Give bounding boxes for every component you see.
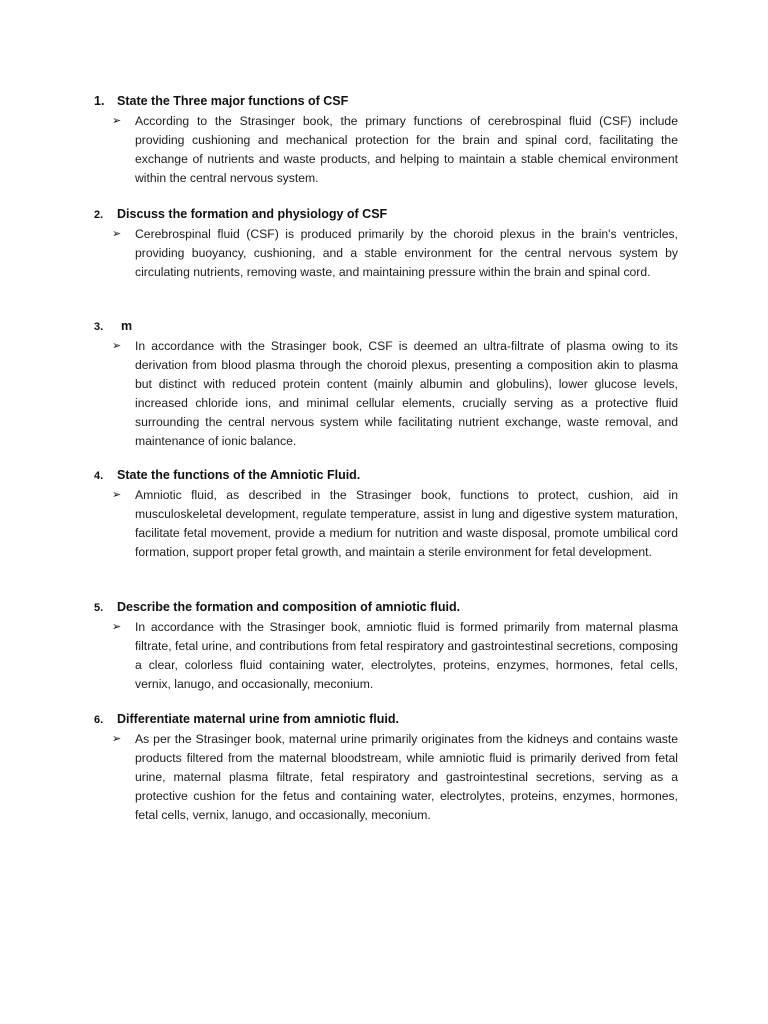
arrow-bullet-icon: ➢: [112, 621, 122, 633]
question-title: Discuss the formation and physiology of CSF: [117, 207, 388, 221]
question-3: [94, 318, 678, 451]
answer-paragraph: [94, 112, 678, 188]
question-title: m: [121, 319, 133, 333]
question-4: [94, 467, 678, 562]
arrow-bullet-icon: ➢: [112, 733, 122, 745]
question-number: 5.: [94, 602, 104, 614]
question-title: Describe the formation and composition of amniotic fluid.: [117, 600, 461, 614]
answer-text: Cerebrospinal fluid (CSF) is produced primarily by the choroid plexus in the brain's ventricles, providing buoyancy, cushioning, and a stable environment for the central nervous system by circulating nutrients, removing waste, and maintaining pressure within the brain and spinal cord.: [135, 227, 678, 279]
question-2: [94, 206, 678, 282]
answer-text: In accordance with the Strasinger book, amniotic fluid is formed primarily from maternal plasma filtrate, fetal urine, and contributions from fetal respiratory and gastrointestinal secretions, composing a clear, colorless fluid containing water, electrolytes, proteins, enzymes, hormones, fetal cells, vernix, lanugo, and occasionally, meconium.: [135, 620, 678, 691]
question-heading: [94, 467, 678, 484]
answer-paragraph: [94, 337, 678, 451]
arrow-bullet-icon: ➢: [112, 228, 122, 240]
question-heading: [94, 93, 678, 110]
question-5: [94, 599, 678, 694]
answer-paragraph: [94, 486, 678, 562]
question-title: State the functions of the Amniotic Fluid.: [117, 468, 361, 482]
question-heading: [94, 599, 678, 616]
question-number: 4.: [94, 470, 104, 482]
question-title: State the Three major functions of CSF: [117, 94, 349, 108]
question-number: 3.: [94, 321, 104, 333]
question-title: Differentiate maternal urine from amniotic fluid.: [117, 712, 399, 726]
answer-text: In accordance with the Strasinger book, CSF is deemed an ultra-filtrate of plasma owing to its derivation from blood plasma through the choroid plexus, presenting a composition akin to plasma but distinct with reduced protein content (mainly albumin and globulins), lower glucose levels, increased chloride ions, and minimal cellular elements, crucially serving as a protective fluid surrounding the central nervous system while facilitating nutrient exchange, waste removal, and maintenance of ionic balance.: [135, 339, 678, 448]
question-heading: [94, 318, 678, 335]
arrow-bullet-icon: ➢: [112, 340, 122, 352]
answer-paragraph: [94, 618, 678, 694]
question-1: [94, 93, 678, 188]
question-number: 2.: [94, 209, 104, 221]
question-heading: [94, 206, 678, 223]
question-number: 1.: [94, 94, 105, 108]
arrow-bullet-icon: ➢: [112, 489, 122, 501]
arrow-bullet-icon: ➢: [112, 115, 122, 127]
question-6: [94, 711, 678, 825]
question-number: 6.: [94, 714, 104, 726]
answer-text: According to the Strasinger book, the primary functions of cerebrospinal fluid (CSF) include providing cushioning and mechanical protection for the brain and spinal cord, facilitating the exchange of nutrients and waste products, and helping to maintain a stable chemical environment within the central nervous system.: [135, 114, 678, 185]
question-heading: [94, 711, 678, 728]
answer-paragraph: [94, 225, 678, 282]
answer-text: As per the Strasinger book, maternal urine primarily originates from the kidneys and contains waste products filtered from the maternal bloodstream, while amniotic fluid is primarily derived from fetal urine, maternal plasma filtrate, fetal respiratory and gastrointestinal secretions, serving as a protective cushion for the fetus and containing water, electrolytes, proteins, enzymes, hormones, fetal cells, vernix, lanugo, and occasionally, meconium.: [135, 732, 678, 822]
answer-paragraph: [94, 730, 678, 825]
answer-text: Amniotic fluid, as described in the Strasinger book, functions to protect, cushion, aid in musculoskeletal development, regulate temperature, assist in lung and digestive system maturation, facilitate fetal movement, provide a medium for nutrition and waste disposal, promote umbilical cord formation, support proper fetal growth, and maintain a sterile environment for fetal development.: [135, 488, 678, 559]
